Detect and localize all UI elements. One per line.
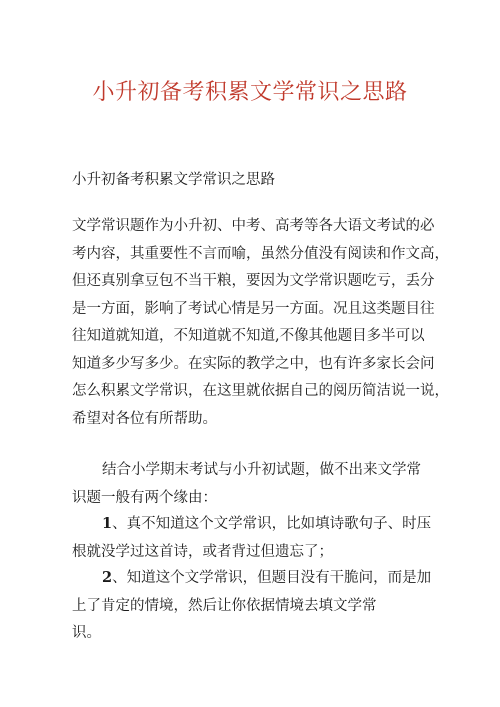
document-subtitle: 小升初备考积累文学常识之思路 xyxy=(72,172,275,188)
text-line: 上了肯定的情境，然后让你依据情境去填文学常 xyxy=(72,597,377,614)
text-line: 往知道就知道，不知道就不知道,不像其他题目多半可以 xyxy=(72,328,425,344)
text-line: 文学常识题作为小升初、中考、高考等各大语文考试的必 xyxy=(72,218,435,234)
text-line xyxy=(72,564,442,593)
list-text: 、真不知道这个文学常识，比如填诗歌句子、时压 xyxy=(112,516,432,532)
text-line: 考内容，其重要性不言而喻，虽然分值没有阅读和作文高， xyxy=(72,245,449,262)
text-line: 是一方面，影响了考试心情是另一方面。况且这类题目往 xyxy=(72,300,435,317)
text-line: 希望对各位有所帮助。 xyxy=(72,410,217,427)
document-title: 小升初备考积累文学常识之思路 xyxy=(92,80,408,105)
text-line: 识。 xyxy=(72,625,101,641)
list-text: 、知道这个文学常识，但题目没有干脆问，而是加 xyxy=(112,570,432,586)
list-item-1 xyxy=(72,510,442,566)
text-line: 怎么积累文学常识，在这里就依据自己的阅历简洁说一说， xyxy=(72,383,449,399)
paragraph-reasons xyxy=(72,457,442,512)
text-line: 结合小学期末考试与小升初试题，做不出来文学常 xyxy=(102,462,421,478)
text-line xyxy=(72,510,442,539)
text-line: 识题一般有两个缘由： xyxy=(72,489,217,506)
list-number: 2 xyxy=(102,569,113,586)
paragraph-intro xyxy=(72,213,449,433)
list-number: 1 xyxy=(102,515,113,532)
text-line: 知道多少写多少。在实际的教学之中，也有许多家长会问 xyxy=(72,355,435,372)
list-item-2 xyxy=(72,564,442,648)
text-line: 根就没学过这首诗，或者背过但遗忘了； xyxy=(72,543,333,560)
text-line: 但还真别拿豆包不当干粮，要因为文学常识题吃亏，丢分 xyxy=(72,273,435,289)
